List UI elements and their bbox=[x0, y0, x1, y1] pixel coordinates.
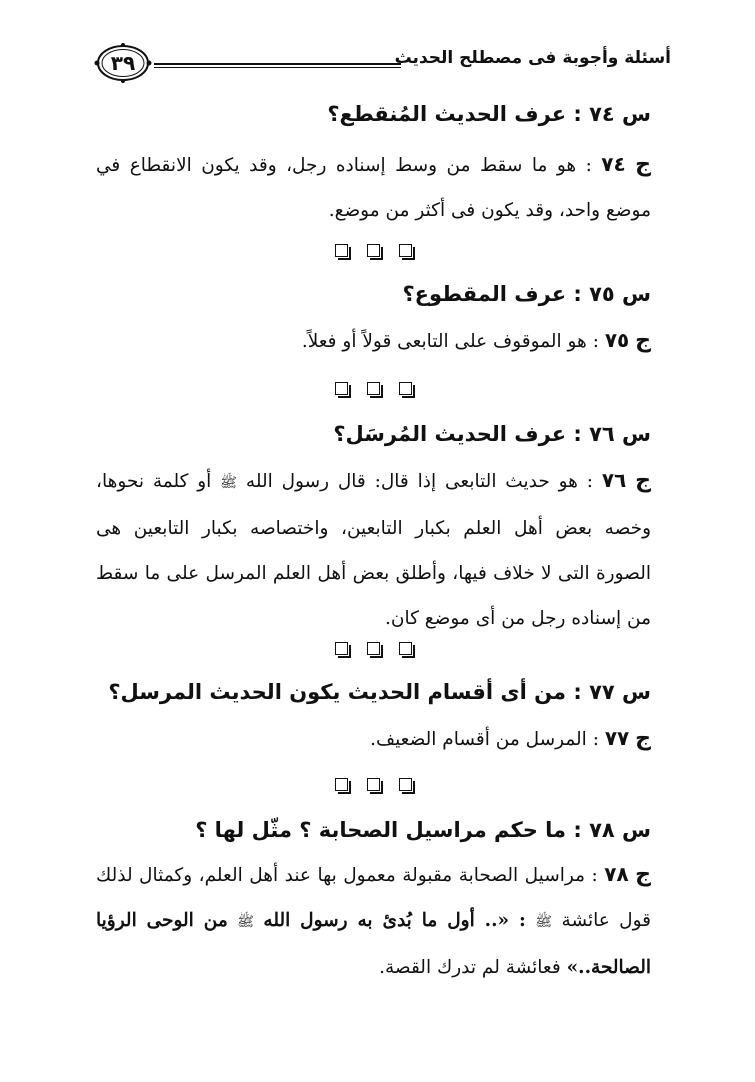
answer-tag: ج bbox=[635, 862, 652, 887]
square-ornament-icon bbox=[367, 642, 380, 655]
honorific-glyph: ﷺ bbox=[220, 475, 238, 491]
square-ornament-icon bbox=[335, 778, 348, 791]
hadith-quote-continued: من الوحى الرؤيا الصالحة..» bbox=[96, 910, 651, 978]
header-rule-thin bbox=[154, 67, 401, 68]
answer-78 bbox=[96, 852, 651, 990]
page-number: ٣٩ bbox=[110, 51, 136, 75]
answer-text: : هو الموقوف على التابعى قولاً أو فعلاً. bbox=[301, 331, 599, 352]
answer-text: : هو ما سقط من وسط إسناده رجل، وقد يكون الانقطاع في موضع واحد، وقد يكون فى أكثر من موضع. bbox=[96, 155, 651, 221]
running-title: أسئلة وأجوبة فى مصطلح الحديث bbox=[394, 48, 671, 68]
answer-number: ٧٤ bbox=[601, 152, 626, 176]
separator bbox=[96, 778, 651, 794]
separator bbox=[96, 642, 651, 658]
honorific-glyph: ﷺ bbox=[535, 914, 553, 930]
answer-number: ٧٥ bbox=[604, 328, 630, 352]
square-ornament-icon bbox=[399, 244, 412, 257]
answer-76 bbox=[96, 458, 651, 641]
answer-text: : مراسيل الصحابة مقبولة معمول بها عند أهل العلم، وكمثال لذلك قول عائشة bbox=[96, 865, 651, 931]
separator bbox=[96, 244, 651, 260]
answer-number: ٧٨ bbox=[604, 862, 629, 886]
square-ornament-icon bbox=[367, 244, 380, 257]
square-ornament-icon bbox=[367, 382, 380, 395]
page-header bbox=[98, 42, 671, 88]
answer-text: : المرسل من أقسام الضعيف. bbox=[370, 729, 599, 750]
answer-text-continued: أو كلمة نحوها، وخصه بعض أهل العلم بكبار التابعين، واختصاصه بكبار التابعين هى الصورة التى لا خلاف فيها، وأطلق بعض أهل العلم المرسل على ما سقط من إسناده رجل من أى موضع كان. bbox=[96, 471, 651, 629]
answer-tag: ج bbox=[635, 152, 651, 177]
answer-tag: ج bbox=[635, 328, 651, 353]
square-ornament-icon bbox=[335, 382, 348, 395]
honorific-glyph: ﷺ bbox=[237, 914, 255, 930]
answer-number: ٧٦ bbox=[601, 468, 627, 492]
answer-text: : هو حديث التابعى إذا قال: قال رسول الله bbox=[245, 471, 593, 492]
square-ornament-icon bbox=[399, 382, 412, 395]
question-76: س ٧٦ : عرف الحديث المُرسَل؟ bbox=[333, 422, 651, 446]
hadith-quote: : «.. أول ما بُدئ به رسول الله bbox=[263, 910, 526, 931]
answer-74 bbox=[96, 142, 651, 233]
square-ornament-icon bbox=[335, 642, 348, 655]
square-ornament-icon bbox=[367, 778, 380, 791]
header-rule bbox=[154, 63, 401, 65]
square-ornament-icon bbox=[399, 778, 412, 791]
page-number-badge bbox=[94, 42, 152, 84]
answer-tag: ج bbox=[635, 726, 651, 751]
question-74: س ٧٤ : عرف الحديث المُنقطع؟ bbox=[327, 102, 651, 126]
square-ornament-icon bbox=[399, 642, 412, 655]
square-ornament-icon bbox=[335, 244, 348, 257]
question-75: س ٧٥ : عرف المقطوع؟ bbox=[402, 282, 651, 306]
answer-text-continued: فعائشة لم تدرك القصة. bbox=[379, 957, 561, 978]
question-77: س ٧٧ : من أى أقسام الحديث يكون الحديث المرسل؟ bbox=[108, 680, 651, 704]
answer-75 bbox=[96, 318, 651, 364]
separator bbox=[96, 382, 651, 398]
question-78: س ٧٨ : ما حكم مراسيل الصحابة ؟ مثّل لها ؟ bbox=[195, 818, 651, 842]
answer-tag: ج bbox=[635, 468, 651, 493]
answer-number: ٧٧ bbox=[604, 726, 630, 750]
answer-77 bbox=[96, 716, 651, 762]
